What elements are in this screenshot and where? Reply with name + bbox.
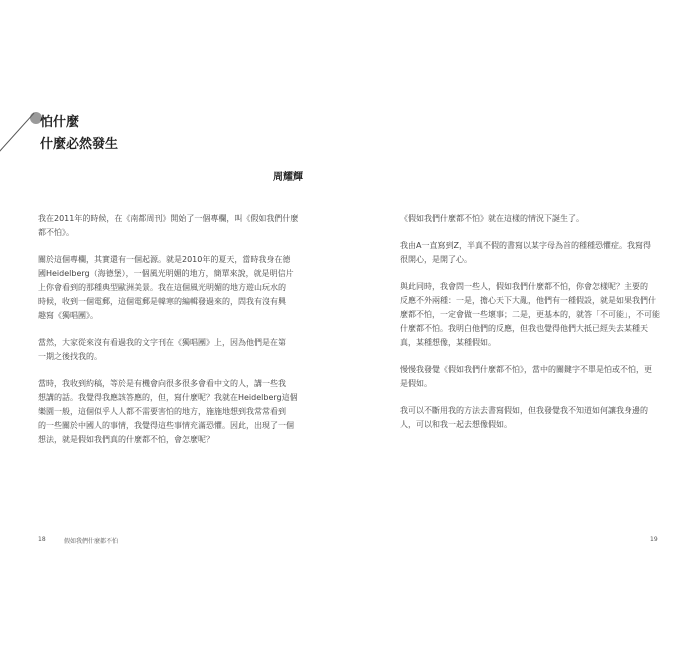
text-line: 關於這個專欄，其實還有一個起源。就是2010年的夏天，當時我身在德 xyxy=(38,255,291,264)
text-line: 人，可以和我一起去想像假如。 xyxy=(400,420,512,429)
text-line: 我可以不斷用我的方法去書寫假如，但我發覺我不知道如何讓我身邊的 xyxy=(400,406,648,415)
paragraph xyxy=(400,239,662,267)
text-line: 上你會看到的那種典型歐洲美景。我在這個風光明媚的地方遊山玩水的 xyxy=(38,283,286,292)
chapter-title-line-2: 什麼必然發生 xyxy=(40,137,119,152)
paragraph xyxy=(38,336,312,364)
text-line: 當然，大家從來沒有看過我的文字刊在《獨唱團》上，因為他們是在第 xyxy=(38,338,286,347)
text-line: 真，某種想像，某種假如。 xyxy=(400,338,496,347)
running-title: 假如我們什麼都不怕 xyxy=(64,538,119,545)
text-line: 都不怕》。 xyxy=(38,228,74,237)
left-page-number: 18 xyxy=(38,536,46,543)
paragraph xyxy=(38,377,312,447)
right-page-number: 19 xyxy=(650,536,658,543)
paragraph xyxy=(400,404,662,432)
paragraph xyxy=(400,363,662,391)
text-line: 一期之後找我的。 xyxy=(38,352,102,361)
chapter-title-line-1: 怕什麼 xyxy=(40,115,80,130)
text-line: 麼都不怕，一定會做一些壞事；二是，更基本的，就答「不可能」，不可能 xyxy=(400,310,660,319)
text-line: 樂園一般，這個似乎人人都不需要害怕的地方，施施地想到我常常看到 xyxy=(38,407,286,416)
paragraph xyxy=(400,212,662,226)
text-line: 是假如。 xyxy=(400,379,432,388)
text-line: 我在2011年的時候，在《南都周刊》開始了一個專欄，叫《假如我們什麼 xyxy=(38,214,299,223)
text-line: 趣寫《獨唱團》。 xyxy=(38,311,98,320)
text-line: 與此同時，我會問一些人，假如我們什麼都不怕，你會怎樣呢？主要的 xyxy=(400,282,648,291)
right-body-text xyxy=(400,212,662,445)
text-line: 時候，收到一個電郵，這個電郵是韓寒的編輯發過來的，問我有沒有興 xyxy=(38,297,286,306)
text-line: 想講的話。我覺得我應該答應的，但，寫什麼呢？我就在Heidelberg這個 xyxy=(38,393,298,402)
text-line: 反應不外兩種：一是，擔心天下大亂，他們有一種假設，就是如果我們什 xyxy=(400,296,656,305)
text-line: 想法，就是假如我們真的什麼都不怕，會怎麼呢？ xyxy=(38,435,214,444)
text-line: 慢慢我發覺《假如我們什麼都不怕》，當中的關鍵字不單是怕或不怕，更 xyxy=(400,365,652,374)
text-line: 國Heidelberg（海德堡），一個風光明媚的地方，簡單來說，就是明信片 xyxy=(38,269,294,278)
text-line: 《假如我們什麼都不怕》就在這樣的情況下誕生了。 xyxy=(400,214,584,223)
text-line: 當時，我收到約稿，等於是有機會向很多很多會看中文的人，講一些我 xyxy=(38,379,286,388)
paragraph xyxy=(400,280,662,350)
author-name: 周耀輝 xyxy=(273,172,303,183)
paragraph xyxy=(38,253,312,323)
text-line: 我由A一直寫到Z，半真不假的書寫以某字母為首的種種恐懼症。我寫得 xyxy=(400,241,651,250)
paragraph xyxy=(38,212,312,240)
text-line: 很開心，是開了心。 xyxy=(400,255,472,264)
text-line: 的一些關於中國人的事情，我覺得這些事情充滿恐懼。因此，出現了一個 xyxy=(38,421,294,430)
left-body-text xyxy=(38,212,312,460)
text-line: 什麼都不怕。我明白他們的反應，但我也覺得他們大抵已經失去某種天 xyxy=(400,324,648,333)
